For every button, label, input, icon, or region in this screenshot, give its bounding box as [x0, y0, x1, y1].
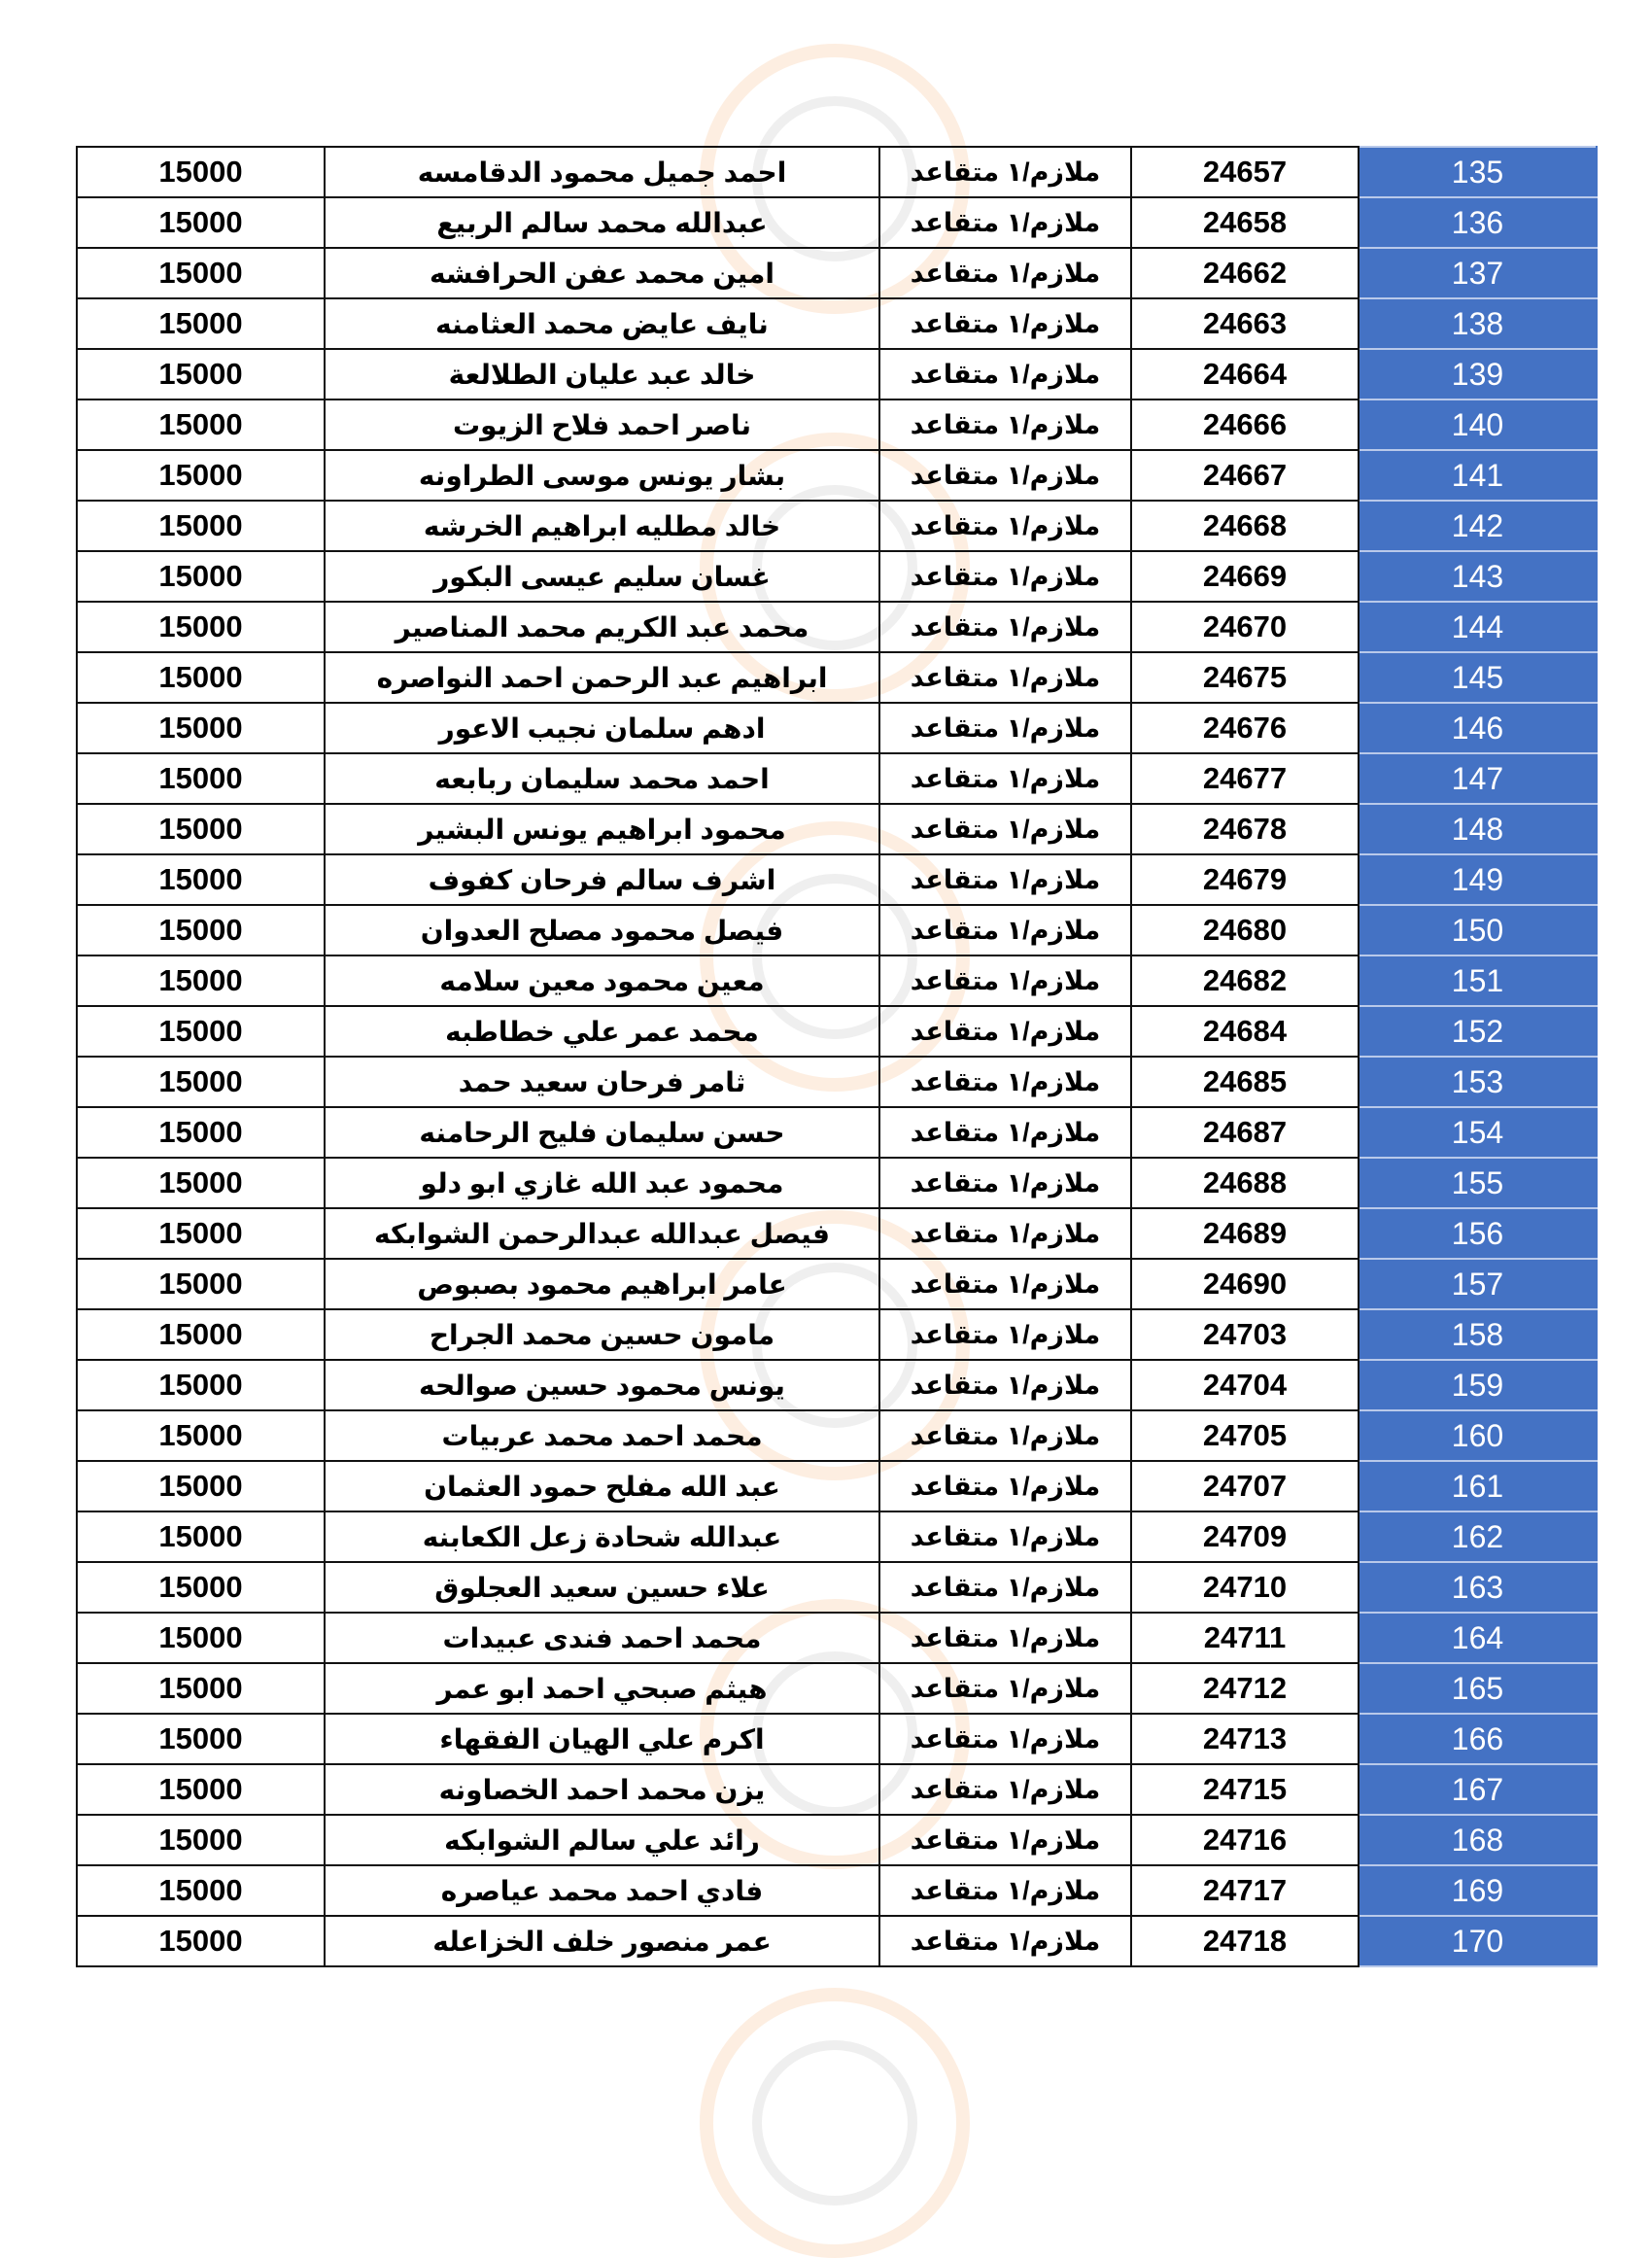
military-number-cell: 24688: [1131, 1158, 1359, 1208]
table-row: [77, 551, 1597, 602]
name-cell: عبد الله مفلح حمود العثمان: [325, 1461, 879, 1511]
military-number-cell: 24689: [1131, 1208, 1359, 1259]
name-cell: خالد عبد عليان الطلالعة: [325, 349, 879, 399]
name-cell: عبدالله محمد سالم الربيع: [325, 197, 879, 248]
retirees-table: [76, 146, 1598, 1967]
sequence-cell: 152: [1359, 1006, 1597, 1057]
table-row: [77, 1562, 1597, 1613]
table-row: [77, 450, 1597, 501]
military-number-cell: 24658: [1131, 197, 1359, 248]
table-row: [77, 1360, 1597, 1410]
military-number-cell: 24687: [1131, 1107, 1359, 1158]
rank-cell: ملازم/١ متقاعد: [879, 1663, 1131, 1714]
table-row: [77, 147, 1597, 197]
name-cell: اشرف سالم فرحان كفوف: [325, 854, 879, 905]
table-row: [77, 1815, 1597, 1865]
sequence-cell: 138: [1359, 298, 1597, 349]
rank-cell: ملازم/١ متقاعد: [879, 248, 1131, 298]
amount-cell: 15000: [77, 1764, 325, 1815]
table-row: [77, 1410, 1597, 1461]
sequence-cell: 146: [1359, 703, 1597, 753]
amount-cell: 15000: [77, 905, 325, 955]
amount-cell: 15000: [77, 1511, 325, 1562]
sequence-cell: 136: [1359, 197, 1597, 248]
name-cell: محمود عبد الله غازي ابو دلو: [325, 1158, 879, 1208]
table-row: [77, 652, 1597, 703]
sequence-cell: 153: [1359, 1057, 1597, 1107]
rank-cell: ملازم/١ متقاعد: [879, 1764, 1131, 1815]
name-cell: مامون حسين محمد الجراح: [325, 1309, 879, 1360]
sequence-cell: 170: [1359, 1916, 1597, 1966]
name-cell: محمد عمر علي خطاطبه: [325, 1006, 879, 1057]
military-number-cell: 24690: [1131, 1259, 1359, 1309]
military-number-cell: 24710: [1131, 1562, 1359, 1613]
sequence-cell: 169: [1359, 1865, 1597, 1916]
amount-cell: 15000: [77, 298, 325, 349]
table-row: [77, 1916, 1597, 1966]
rank-cell: ملازم/١ متقاعد: [879, 1714, 1131, 1764]
rank-cell: ملازم/١ متقاعد: [879, 1410, 1131, 1461]
name-cell: يونس محمود حسين صوالحه: [325, 1360, 879, 1410]
military-number-cell: 24707: [1131, 1461, 1359, 1511]
name-cell: عبدالله شحادة زعل الكعابنه: [325, 1511, 879, 1562]
sequence-cell: 147: [1359, 753, 1597, 804]
rank-cell: ملازم/١ متقاعد: [879, 501, 1131, 551]
military-number-cell: 24713: [1131, 1714, 1359, 1764]
amount-cell: 15000: [77, 1815, 325, 1865]
amount-cell: 15000: [77, 955, 325, 1006]
military-number-cell: 24667: [1131, 450, 1359, 501]
military-number-cell: 24705: [1131, 1410, 1359, 1461]
rank-cell: ملازم/١ متقاعد: [879, 804, 1131, 854]
amount-cell: 15000: [77, 804, 325, 854]
amount-cell: 15000: [77, 1461, 325, 1511]
name-cell: عمر منصور خلف الخزاعله: [325, 1916, 879, 1966]
table-row: [77, 1663, 1597, 1714]
military-number-cell: 24678: [1131, 804, 1359, 854]
name-cell: عامر ابراهيم محمود بصبوص: [325, 1259, 879, 1309]
name-cell: معين محمود معين سلامه: [325, 955, 879, 1006]
sequence-cell: 139: [1359, 349, 1597, 399]
name-cell: امين محمد عفن الحرافشه: [325, 248, 879, 298]
rank-cell: ملازم/١ متقاعد: [879, 1006, 1131, 1057]
rank-cell: ملازم/١ متقاعد: [879, 1259, 1131, 1309]
military-number-cell: 24677: [1131, 753, 1359, 804]
military-number-cell: 24682: [1131, 955, 1359, 1006]
rank-cell: ملازم/١ متقاعد: [879, 1511, 1131, 1562]
table-row: [77, 197, 1597, 248]
name-cell: ثامر فرحان سعيد حمد: [325, 1057, 879, 1107]
table-row: [77, 1714, 1597, 1764]
table-row: [77, 753, 1597, 804]
name-cell: علاء حسين سعيد العجلوق: [325, 1562, 879, 1613]
sequence-cell: 149: [1359, 854, 1597, 905]
table-row: [77, 1259, 1597, 1309]
sequence-cell: 151: [1359, 955, 1597, 1006]
rank-cell: ملازم/١ متقاعد: [879, 147, 1131, 197]
watermark-clock: [700, 1988, 970, 2258]
military-number-cell: 24657: [1131, 147, 1359, 197]
military-number-cell: 24712: [1131, 1663, 1359, 1714]
table-row: [77, 1158, 1597, 1208]
military-number-cell: 24669: [1131, 551, 1359, 602]
table-row: [77, 1613, 1597, 1663]
table-row: [77, 349, 1597, 399]
amount-cell: 15000: [77, 1865, 325, 1916]
sequence-cell: 166: [1359, 1714, 1597, 1764]
amount-cell: 15000: [77, 551, 325, 602]
sequence-cell: 155: [1359, 1158, 1597, 1208]
amount-cell: 15000: [77, 1714, 325, 1764]
rank-cell: ملازم/١ متقاعد: [879, 1360, 1131, 1410]
sequence-cell: 156: [1359, 1208, 1597, 1259]
rank-cell: ملازم/١ متقاعد: [879, 349, 1131, 399]
name-cell: يزن محمد احمد الخصاونه: [325, 1764, 879, 1815]
sequence-cell: 163: [1359, 1562, 1597, 1613]
name-cell: نايف عايض محمد العثامنه: [325, 298, 879, 349]
amount-cell: 15000: [77, 1360, 325, 1410]
name-cell: فيصل محمود مصلح العدوان: [325, 905, 879, 955]
military-number-cell: 24715: [1131, 1764, 1359, 1815]
table-row: [77, 501, 1597, 551]
amount-cell: 15000: [77, 197, 325, 248]
name-cell: فيصل عبدالله عبدالرحمن الشوابكه: [325, 1208, 879, 1259]
sequence-cell: 160: [1359, 1410, 1597, 1461]
amount-cell: 15000: [77, 1562, 325, 1613]
sequence-cell: 167: [1359, 1764, 1597, 1815]
sequence-cell: 141: [1359, 450, 1597, 501]
amount-cell: 15000: [77, 1006, 325, 1057]
military-number-cell: 24685: [1131, 1057, 1359, 1107]
military-number-cell: 24717: [1131, 1865, 1359, 1916]
military-number-cell: 24666: [1131, 399, 1359, 450]
amount-cell: 15000: [77, 1663, 325, 1714]
rank-cell: ملازم/١ متقاعد: [879, 753, 1131, 804]
amount-cell: 15000: [77, 1107, 325, 1158]
table-row: [77, 602, 1597, 652]
table-row: [77, 1057, 1597, 1107]
military-number-cell: 24684: [1131, 1006, 1359, 1057]
amount-cell: 15000: [77, 602, 325, 652]
rank-cell: ملازم/١ متقاعد: [879, 652, 1131, 703]
sequence-cell: 157: [1359, 1259, 1597, 1309]
table-row: [77, 703, 1597, 753]
military-number-cell: 24703: [1131, 1309, 1359, 1360]
military-number-cell: 24709: [1131, 1511, 1359, 1562]
sequence-cell: 148: [1359, 804, 1597, 854]
sequence-cell: 142: [1359, 501, 1597, 551]
name-cell: اكرم علي الهيان الفقهاء: [325, 1714, 879, 1764]
amount-cell: 15000: [77, 1410, 325, 1461]
table-row: [77, 854, 1597, 905]
name-cell: خالد مطليه ابراهيم الخرشه: [325, 501, 879, 551]
table-row: [77, 1208, 1597, 1259]
rank-cell: ملازم/١ متقاعد: [879, 1107, 1131, 1158]
amount-cell: 15000: [77, 1613, 325, 1663]
rank-cell: ملازم/١ متقاعد: [879, 1562, 1131, 1613]
amount-cell: 15000: [77, 248, 325, 298]
rank-cell: ملازم/١ متقاعد: [879, 1461, 1131, 1511]
sequence-cell: 137: [1359, 248, 1597, 298]
amount-cell: 15000: [77, 1158, 325, 1208]
rank-cell: ملازم/١ متقاعد: [879, 602, 1131, 652]
military-number-cell: 24663: [1131, 298, 1359, 349]
sequence-cell: 165: [1359, 1663, 1597, 1714]
amount-cell: 15000: [77, 854, 325, 905]
amount-cell: 15000: [77, 501, 325, 551]
military-number-cell: 24711: [1131, 1613, 1359, 1663]
sequence-cell: 154: [1359, 1107, 1597, 1158]
name-cell: بشار يونس موسى الطراونه: [325, 450, 879, 501]
rank-cell: ملازم/١ متقاعد: [879, 1208, 1131, 1259]
name-cell: غسان سليم عيسى البكور: [325, 551, 879, 602]
name-cell: ابراهيم عبد الرحمن احمد النواصره: [325, 652, 879, 703]
rank-cell: ملازم/١ متقاعد: [879, 1309, 1131, 1360]
sequence-cell: 144: [1359, 602, 1597, 652]
amount-cell: 15000: [77, 1259, 325, 1309]
table-row: [77, 1107, 1597, 1158]
name-cell: محمود ابراهيم يونس البشير: [325, 804, 879, 854]
amount-cell: 15000: [77, 349, 325, 399]
sequence-cell: 164: [1359, 1613, 1597, 1663]
military-number-cell: 24704: [1131, 1360, 1359, 1410]
sequence-cell: 135: [1359, 147, 1597, 197]
military-number-cell: 24718: [1131, 1916, 1359, 1966]
amount-cell: 15000: [77, 652, 325, 703]
name-cell: هيثم صبحي احمد ابو عمر: [325, 1663, 879, 1714]
rank-cell: ملازم/١ متقاعد: [879, 905, 1131, 955]
table-row: [77, 1461, 1597, 1511]
rank-cell: ملازم/١ متقاعد: [879, 1865, 1131, 1916]
amount-cell: 15000: [77, 703, 325, 753]
rank-cell: ملازم/١ متقاعد: [879, 197, 1131, 248]
rank-cell: ملازم/١ متقاعد: [879, 1158, 1131, 1208]
sequence-cell: 140: [1359, 399, 1597, 450]
amount-cell: 15000: [77, 399, 325, 450]
rank-cell: ملازم/١ متقاعد: [879, 854, 1131, 905]
sequence-cell: 168: [1359, 1815, 1597, 1865]
name-cell: محمد عبد الكريم محمد المناصير: [325, 602, 879, 652]
name-cell: رائد علي سالم الشوابكه: [325, 1815, 879, 1865]
military-number-cell: 24679: [1131, 854, 1359, 905]
rank-cell: ملازم/١ متقاعد: [879, 1057, 1131, 1107]
name-cell: احمد جميل محمود الدقامسه: [325, 147, 879, 197]
table-row: [77, 1511, 1597, 1562]
sequence-cell: 161: [1359, 1461, 1597, 1511]
military-number-cell: 24664: [1131, 349, 1359, 399]
table-row: [77, 955, 1597, 1006]
military-number-cell: 24670: [1131, 602, 1359, 652]
rank-cell: ملازم/١ متقاعد: [879, 551, 1131, 602]
table-body: [77, 147, 1597, 1966]
table-row: [77, 298, 1597, 349]
amount-cell: 15000: [77, 147, 325, 197]
amount-cell: 15000: [77, 753, 325, 804]
military-number-cell: 24716: [1131, 1815, 1359, 1865]
table-row: [77, 248, 1597, 298]
name-cell: احمد محمد سليمان ربابعه: [325, 753, 879, 804]
rank-cell: ملازم/١ متقاعد: [879, 1815, 1131, 1865]
table-row: [77, 1006, 1597, 1057]
rank-cell: ملازم/١ متقاعد: [879, 450, 1131, 501]
sequence-cell: 162: [1359, 1511, 1597, 1562]
name-cell: محمد احمد فندى عبيدات: [325, 1613, 879, 1663]
sequence-cell: 158: [1359, 1309, 1597, 1360]
military-number-cell: 24662: [1131, 248, 1359, 298]
name-cell: فادي احمد محمد عياصره: [325, 1865, 879, 1916]
table-row: [77, 905, 1597, 955]
name-cell: محمد احمد محمد عربيات: [325, 1410, 879, 1461]
rank-cell: ملازم/١ متقاعد: [879, 1916, 1131, 1966]
rank-cell: ملازم/١ متقاعد: [879, 298, 1131, 349]
table-row: [77, 804, 1597, 854]
sequence-cell: 159: [1359, 1360, 1597, 1410]
military-number-cell: 24675: [1131, 652, 1359, 703]
table-row: [77, 399, 1597, 450]
rank-cell: ملازم/١ متقاعد: [879, 399, 1131, 450]
amount-cell: 15000: [77, 1309, 325, 1360]
amount-cell: 15000: [77, 1208, 325, 1259]
amount-cell: 15000: [77, 450, 325, 501]
amount-cell: 15000: [77, 1057, 325, 1107]
name-cell: ادهم سلمان نجيب الاعور: [325, 703, 879, 753]
sequence-cell: 143: [1359, 551, 1597, 602]
name-cell: حسن سليمان فليح الرحامنه: [325, 1107, 879, 1158]
sequence-cell: 145: [1359, 652, 1597, 703]
table-row: [77, 1764, 1597, 1815]
table-row: [77, 1309, 1597, 1360]
military-number-cell: 24680: [1131, 905, 1359, 955]
military-number-cell: 24668: [1131, 501, 1359, 551]
rank-cell: ملازم/١ متقاعد: [879, 1613, 1131, 1663]
rank-cell: ملازم/١ متقاعد: [879, 703, 1131, 753]
name-cell: ناصر احمد فلاح الزيوت: [325, 399, 879, 450]
sequence-cell: 150: [1359, 905, 1597, 955]
rank-cell: ملازم/١ متقاعد: [879, 955, 1131, 1006]
amount-cell: 15000: [77, 1916, 325, 1966]
military-number-cell: 24676: [1131, 703, 1359, 753]
table-row: [77, 1865, 1597, 1916]
